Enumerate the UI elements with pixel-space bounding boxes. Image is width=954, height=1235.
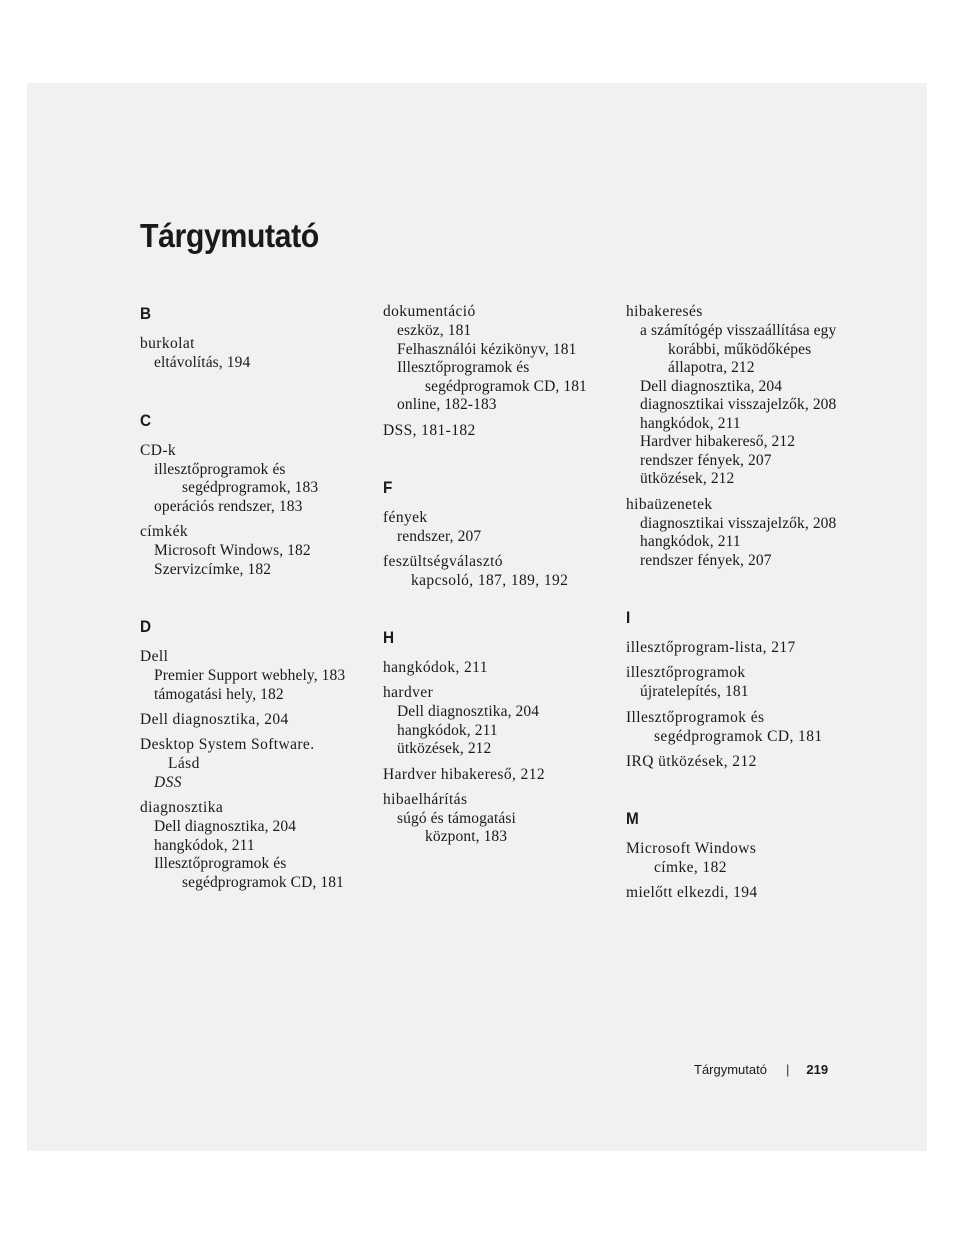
index-term: IRQ ütközések, 212 [626,752,757,770]
index-term: hangkódok, 211 [383,659,488,676]
index-entry [383,790,613,847]
index-entry [626,663,856,702]
index-term: Desktop System Software. [140,736,315,753]
index-entry [626,638,856,657]
index-subentry: Dell diagnosztika, 204 hangkódok, 211 Illesztőprogramok és segédprogramok CD, 181 [154,818,344,891]
index-subentry: Microsoft Windows, 182 Szervizcímke, 182 [154,542,311,578]
footer-separator: | [785,1062,790,1077]
index-entry [626,883,856,902]
index-term: feszültségválasztó [383,553,503,570]
index-entry [140,798,370,892]
index-term: dokumentáció [383,303,476,320]
index-term: mielőtt elkezdi, 194 [626,883,758,901]
index-term: hibaüzenetek [626,495,713,513]
index-subentry: eltávolítás, 194 [154,354,251,371]
index-term: diagnosztika [140,799,224,816]
index-term: DSS, 181-182 [383,421,476,439]
index-entry [140,441,370,517]
index-subentry: diagnosztikai visszajelzők, 208 hangkódok, 211 rendszer fények, 207 [640,514,837,569]
letter-heading-i: I [626,608,631,627]
index-entry [383,765,613,784]
letter-heading-c: C [140,410,152,430]
index-subentry: újratelepítés, 181 [640,683,749,700]
index-entry [626,495,856,571]
index-entry [383,421,613,440]
letter-heading-b: B [140,304,152,323]
index-entry: Desktop System Software. Lásd DSS [140,735,370,792]
index-term: Illesztőprogramok és [626,708,765,726]
index-column-1 [140,300,370,892]
index-entry [383,683,613,759]
index-term: hibaelhárítás [383,790,468,808]
index-term: hardver [383,684,434,701]
index-entry: feszültségválasztó kapcsoló, 187, 189, 192 [383,552,613,590]
index-entry [140,647,370,704]
footer-section-title: Tárgymutató [694,1062,767,1077]
index-entry [626,302,856,489]
index-term: Microsoft Windows [626,839,757,857]
index-subentry: súgó és támogatási központ, 183 [397,809,516,845]
letter-heading-h: H [383,628,395,647]
page-title: Tárgymutató [140,217,319,254]
index-term: burkolat [140,335,195,352]
index-subentry: eszköz, 181 Felhasználói kézikönyv, 181 Illesztőprogramok és segédprogramok CD, 181 online, 182-183 [397,322,587,413]
letter-heading-d: D [140,617,152,636]
index-subentry: rendszer, 207 [397,527,482,545]
index-column-3 [626,300,856,902]
index-term: címkék [140,523,189,540]
index-entry [626,752,856,771]
index-entry: Illesztőprogramok és segédprogramok CD, 181 [626,708,856,746]
index-subentry: illesztőprogramok és segédprogramok, 183 operációs rendszer, 183 [154,460,319,515]
index-entry [383,508,613,547]
index-column-2 [383,300,613,847]
index-entry [140,710,370,729]
index-entry [140,522,370,579]
index-entry: Microsoft Windows címke, 182 [626,839,856,877]
index-term: hibakeresés [626,303,703,320]
index-entry [140,334,370,373]
see-reference: DSS [154,774,182,791]
index-subentry: a számítógép visszaállítása egy korábbi, működőképes állapotra, 212 Dell diagnosztika, 204 diagnosztikai visszajelzők, 208 hangkódok, 211 Hardver hibakereső, 212 rendszer fények, 207 ütközések, 212 [640,322,837,487]
index-term: illesztőprogramok [626,664,746,681]
index-subentry: Dell diagnosztika, 204 hangkódok, 211 ütközések, 212 [397,703,540,757]
index-term: illesztőprogram-lista, 217 [626,639,796,656]
index-term: fények [383,508,428,526]
letter-heading-f: F [383,477,393,497]
index-entry [383,302,613,415]
index-term: Dell [140,648,169,665]
index-term: Hardver hibakereső, 212 [383,765,545,783]
index-term: Dell diagnosztika, 204 [140,711,289,728]
index-term: CD-k [140,441,177,459]
letter-heading-m: M [626,808,639,828]
index-subentry: Premier Support webhely, 183 támogatási hely, 182 [154,667,346,703]
page-number: 219 [806,1062,829,1077]
index-entry [383,658,613,677]
page-footer [694,1061,828,1079]
